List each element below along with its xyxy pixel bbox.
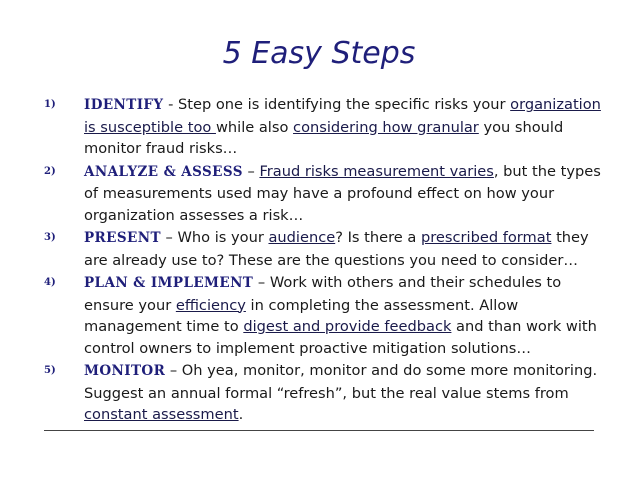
step-number: 1) [44,99,56,110]
bottom-divider [44,430,594,431]
step-text: and than work with control owners to implement proactive mitigation solutions… [84,318,597,357]
step-text: – [242,162,260,180]
step-present [44,227,604,271]
step-text: they are already use to? These are the questions you need to consider… [84,229,589,269]
underlined-phrase: Fraud risks measurement varies [259,162,494,180]
step-keyword: MONITOR [84,363,166,379]
step-number: 4) [44,277,56,288]
underlined-phrase: considering how granular [293,118,479,136]
underlined-phrase: organization is susceptible too [84,96,601,136]
step-text: – Who is your [160,229,269,246]
step-number: 2) [44,165,56,177]
step-monitor [44,360,604,426]
step-keyword: IDENTIFY [84,97,164,113]
step-text: , but the types of measurements used may have a profound effect on how your organization assesses a risk… [84,162,601,224]
step-analyze-assess [44,161,604,227]
step-identify [44,94,604,160]
step-text: . [238,406,244,423]
step-keyword: PRESENT [84,230,161,246]
step-text: in completing the assessment. Allow management time to [84,296,519,335]
underlined-phrase: prescribed format [420,229,552,246]
underlined-phrase: audience [268,229,336,246]
step-keyword: PLAN & IMPLEMENT [84,275,254,291]
slide-title: 5 Easy Steps [222,36,416,71]
step-text: you should monitor fraud risks… [84,118,564,157]
underlined-phrase: efficiency [175,296,246,314]
step-plan-implement [44,272,604,359]
step-number: 5) [44,365,56,376]
step-number: 3) [44,232,56,243]
step-text: while also [215,118,294,136]
step-text: – Oh yea, monitor, monitor and do some more monitoring. Suggest an annual formal “refresh”, but the real value stems from [84,362,598,402]
steps-list [44,94,604,427]
step-text: - Step one is identifying the specific risks your [163,96,511,113]
step-text: ? Is there a [335,229,421,246]
step-keyword: ANALYZE & ASSESS [84,163,243,180]
underlined-phrase: constant assessment [84,406,239,423]
step-text: – Work with others and their schedules to ensure your [84,274,562,314]
underlined-phrase: digest and provide feedback [243,318,452,335]
